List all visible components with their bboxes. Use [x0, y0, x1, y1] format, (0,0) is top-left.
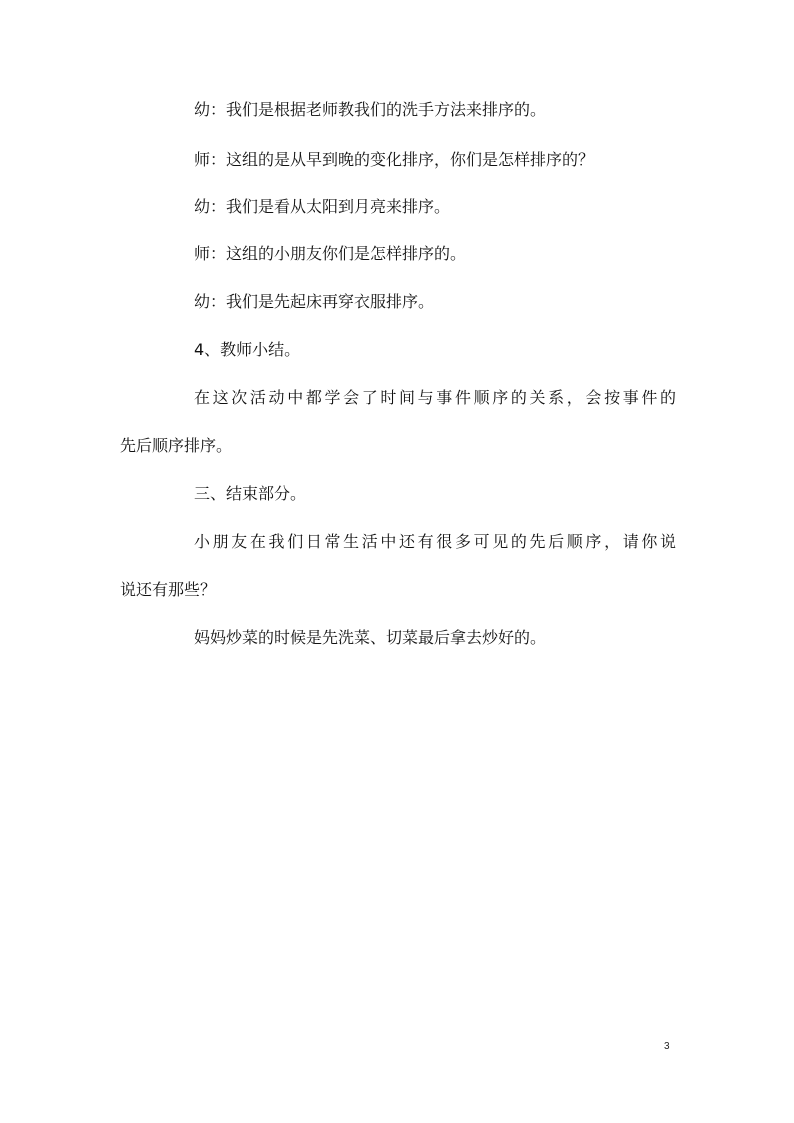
section-heading-ending: 三、结束部分。: [194, 484, 307, 503]
paragraph-3: 幼：我们是看从太阳到月亮来排序。: [194, 197, 451, 216]
section-heading-teacher-summary: 4、教师小结。: [194, 340, 301, 359]
paragraph-1: 幼：我们是根据老师教我们的洗手方法来排序的。: [194, 100, 547, 119]
paragraph-7-line-2: 先后顺序排序。: [120, 436, 233, 455]
paragraph-2: 师：这组的是从早到晚的变化排序，你们是怎样排序的？: [194, 150, 595, 169]
paragraph-7-line-1: 在这次活动中都学会了时间与事件顺序的关系，会按事件的: [194, 388, 676, 407]
page-number: 3: [664, 1041, 670, 1052]
paragraph-4: 师：这组的小朋友你们是怎样排序的。: [194, 244, 467, 263]
paragraph-9-line-2: 说还有那些？: [120, 580, 217, 599]
paragraph-9-line-1: 小朋友在我们日常生活中还有很多可见的先后顺序，请你说: [194, 532, 676, 551]
paragraph-10: 妈妈炒菜的时候是先洗菜、切菜最后拿去炒好的。: [194, 628, 547, 647]
paragraph-5: 幼：我们是先起床再穿衣服排序。: [194, 292, 435, 311]
